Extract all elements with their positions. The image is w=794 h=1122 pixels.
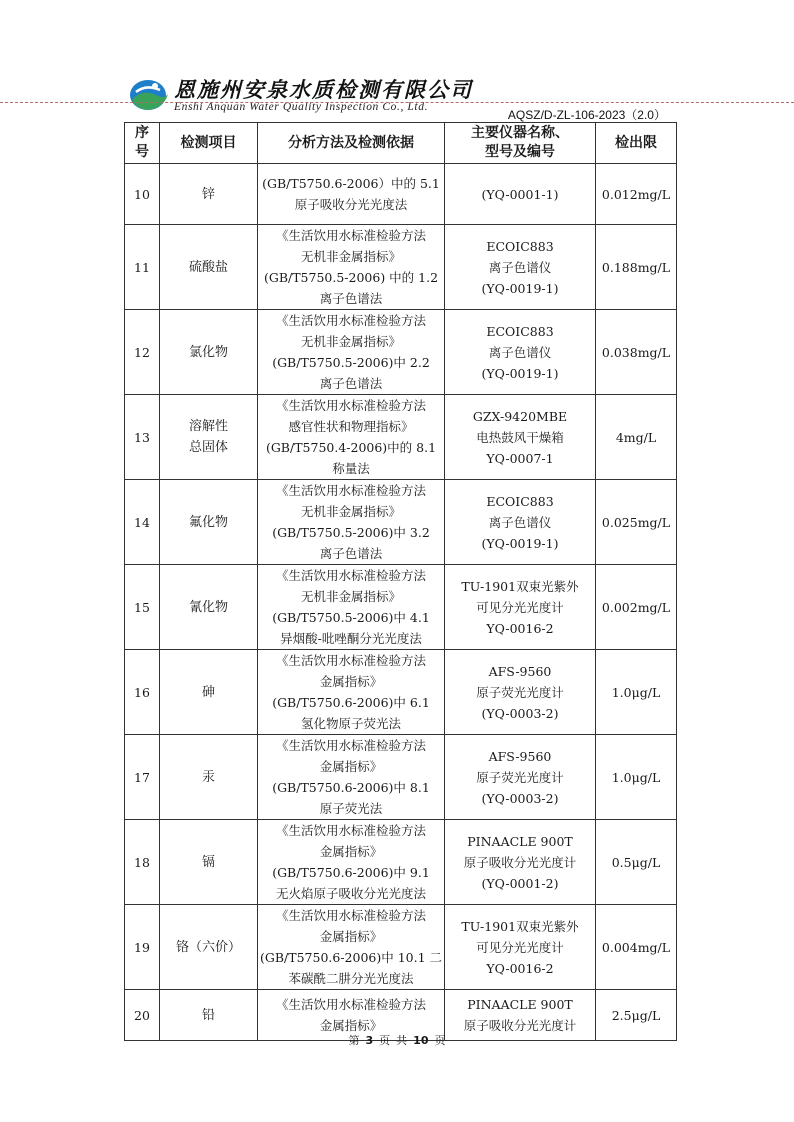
table-row: [125, 650, 677, 735]
detection-limit-cell: 4mg/L: [596, 395, 677, 480]
header-serial-no: [125, 123, 160, 164]
method-line: 《生活饮用水标准检验方法: [275, 313, 426, 328]
method-line: (GB/T5750.6-2006)中 8.1: [272, 780, 430, 795]
footer-page-number: 3: [365, 1034, 374, 1047]
method-line: (GB/T5750.5-2006)中 2.2: [272, 355, 430, 370]
test-item-line: 锌: [201, 186, 215, 202]
instrument-line: 原子荧光光度计: [476, 769, 564, 785]
company-name-en: Enshi Anquan Water Quality Inspection Co., Ltd.: [174, 101, 429, 113]
method-line: 《生活饮用水标准检验方法: [275, 997, 426, 1012]
method-line: 《生活饮用水标准检验方法: [275, 398, 426, 413]
table-row: [125, 565, 677, 650]
detection-limit-cell: 0.012mg/L: [596, 164, 677, 225]
method-line: 金属指标》: [319, 674, 383, 689]
method-cell: [258, 650, 445, 735]
serial-number-cell: 18: [125, 820, 160, 905]
method-line: 异烟酸-吡唑酮分光光度法: [280, 631, 422, 646]
instrument-cell: [445, 480, 596, 565]
serial-number-cell: 15: [125, 565, 160, 650]
method-line: 无机非金属指标》: [300, 334, 401, 349]
footer-total-prefix: 共: [396, 1034, 408, 1047]
instrument-line: 离子色谱仪: [488, 514, 552, 530]
instrument-cell: [445, 310, 596, 395]
instrument-line: YQ-0016-2: [486, 960, 554, 976]
method-line: 金属指标》: [319, 844, 383, 859]
method-line: (GB/T5750.6-2006)中 9.1: [272, 865, 430, 880]
header-divider: [0, 102, 794, 103]
method-cell: [258, 820, 445, 905]
method-line: 金属指标》: [319, 759, 383, 774]
table-row: [125, 395, 677, 480]
method-line: (GB/T5750.5-2006)中 4.1: [272, 610, 430, 625]
method-line: 无机非金属指标》: [300, 589, 401, 604]
method-cell: [258, 225, 445, 310]
instrument-cell: [445, 565, 596, 650]
serial-number-cell: 12: [125, 310, 160, 395]
test-item-line: 硫酸盐: [188, 259, 228, 275]
method-line: 原子荧光法: [319, 801, 383, 816]
instrument-line: (YQ-0019-1): [481, 365, 559, 381]
detection-limit-cell: 0.5μg/L: [596, 820, 677, 905]
method-cell: [258, 395, 445, 480]
test-item-line: 镉: [201, 854, 215, 870]
detection-limit-cell: 0.038mg/L: [596, 310, 677, 395]
serial-number-cell: 13: [125, 395, 160, 480]
page-footer: [0, 1032, 794, 1048]
table-body: [125, 164, 677, 1041]
instrument-line: ECOIC883: [486, 493, 554, 509]
method-line: 金属指标》: [319, 1018, 383, 1033]
instrument-line: PINAACLE 900T: [467, 833, 573, 849]
instrument-line: PINAACLE 900T: [467, 997, 573, 1012]
instrument-line: 原子吸收分光光度计: [463, 854, 577, 870]
method-cell: [258, 310, 445, 395]
instrument-line: (YQ-0003-2): [481, 705, 559, 721]
instrument-line: GZX-9420MBE: [472, 408, 568, 424]
detection-limit-cell: 1.0μg/L: [596, 650, 677, 735]
detection-limit-cell: 2.5μg/L: [596, 990, 677, 1041]
table-row: [125, 905, 677, 990]
method-line: 称量法: [332, 461, 370, 476]
method-line: 《生活饮用水标准检验方法: [275, 908, 426, 923]
method-line: (GB/T5750.6-2006)中 10.1 二: [259, 950, 443, 965]
method-line: 原子吸收分光光度法: [294, 197, 408, 212]
method-line: 苯碳酰二肼分光光度法: [288, 971, 414, 986]
instrument-line: YQ-0007-1: [486, 450, 554, 466]
instrument-line: AFS-9560: [488, 748, 552, 764]
serial-number-cell: 10: [125, 164, 160, 225]
test-item-line: 氯化物: [188, 344, 228, 360]
test-item-cell: [160, 650, 258, 735]
test-item-cell: [160, 905, 258, 990]
serial-number-cell: 20: [125, 990, 160, 1041]
method-line: 氢化物原子荧光法: [300, 716, 401, 731]
detection-limit-cell: 1.0μg/L: [596, 735, 677, 820]
method-line: 无机非金属指标》: [300, 249, 401, 264]
instrument-line: AFS-9560: [488, 663, 552, 679]
instrument-line: 原子吸收分光光度计: [463, 1018, 577, 1033]
method-line: 《生活饮用水标准检验方法: [275, 738, 426, 753]
table-header-row: [125, 123, 677, 164]
footer-page-unit: 页: [379, 1034, 391, 1047]
detection-limit-cell: 0.025mg/L: [596, 480, 677, 565]
test-item-cell: [160, 480, 258, 565]
instrument-cell: [445, 650, 596, 735]
test-item-line: 砷: [201, 684, 215, 700]
instrument-line: ECOIC883: [486, 238, 554, 254]
test-item-cell: [160, 164, 258, 225]
instrument-cell: [445, 164, 596, 225]
method-line: 离子色谱法: [319, 291, 383, 306]
method-line: (GB/T5750.6-2006)中 6.1: [272, 695, 430, 710]
table-row: [125, 820, 677, 905]
method-line: 《生活饮用水标准检验方法: [275, 483, 426, 498]
method-line: 离子色谱法: [319, 376, 383, 391]
header-method: 分析方法及检测依据: [258, 123, 445, 164]
footer-total-pages: 10: [413, 1034, 429, 1047]
serial-number-cell: 17: [125, 735, 160, 820]
method-line: 无火焰原子吸收分光光度法: [275, 886, 426, 901]
instrument-line: 电热鼓风干燥箱: [476, 429, 564, 445]
instrument-line: (YQ-0019-1): [481, 535, 559, 551]
table-row: [125, 310, 677, 395]
detection-limit-cell: 0.004mg/L: [596, 905, 677, 990]
water-drop-logo-icon: [128, 76, 170, 112]
table-row: [125, 735, 677, 820]
method-line: 离子色谱法: [319, 546, 383, 561]
header-instrument-line-1: 主要仪器名称、: [471, 125, 569, 141]
table-row: [125, 164, 677, 225]
instrument-cell: [445, 820, 596, 905]
method-cell: [258, 905, 445, 990]
method-line: 无机非金属指标》: [300, 504, 401, 519]
method-cell: [258, 480, 445, 565]
test-item-line: 溶解性: [188, 419, 228, 434]
method-line: (GB/T5750.4-2006)中的 8.1: [265, 440, 437, 455]
instrument-line: (YQ-0001-2): [481, 875, 559, 891]
test-item-line: 铬（六价）: [175, 939, 241, 955]
instrument-line: TU-1901双束光紫外: [461, 918, 579, 934]
test-item-cell: [160, 225, 258, 310]
method-line: (GB/T5750.5-2006) 中的 1.2: [263, 270, 439, 285]
test-item-line: 氟化物: [188, 514, 228, 530]
instrument-line: 离子色谱仪: [488, 344, 552, 360]
document-code: AQSZ/D-ZL-106-2023（2.0）: [507, 108, 666, 122]
instrument-line: TU-1901双束光紫外: [461, 578, 579, 594]
instrument-line: 可见分光光度计: [476, 939, 564, 955]
table-row: [125, 225, 677, 310]
test-item-line: 铅: [201, 1007, 215, 1023]
method-line: 金属指标》: [319, 929, 383, 944]
test-item-line: 氰化物: [188, 599, 228, 615]
method-cell: [258, 735, 445, 820]
company-name-cn: 恩施州安泉水质检测有限公司: [174, 78, 473, 102]
method-line: 感官性状和物理指标》: [288, 419, 414, 434]
method-line: 《生活饮用水标准检验方法: [275, 653, 426, 668]
header-test-item: 检测项目: [160, 123, 258, 164]
detection-limit-cell: 0.188mg/L: [596, 225, 677, 310]
serial-number-cell: 16: [125, 650, 160, 735]
instrument-cell: [445, 905, 596, 990]
serial-number-cell: 19: [125, 905, 160, 990]
test-item-cell: [160, 565, 258, 650]
instrument-cell: [445, 735, 596, 820]
header-instrument: [445, 123, 596, 164]
method-line: (GB/T5750.5-2006)中 3.2: [272, 525, 430, 540]
header-serial-line-1: 序: [135, 125, 149, 141]
footer-prefix: 第: [348, 1034, 360, 1047]
serial-number-cell: 11: [125, 225, 160, 310]
header-instrument-line-2: 型号及编号: [485, 144, 555, 160]
method-cell: [258, 565, 445, 650]
instrument-line: (YQ-0019-1): [481, 280, 559, 296]
instrument-line: (YQ-0003-2): [481, 790, 559, 806]
serial-number-cell: 14: [125, 480, 160, 565]
method-line: (GB/T5750.6-2006）中的 5.1: [262, 176, 440, 191]
test-method-table: [124, 122, 677, 1041]
instrument-line: YQ-0016-2: [486, 620, 554, 636]
method-line: 《生活饮用水标准检验方法: [275, 228, 426, 243]
test-item-line: 汞: [201, 769, 215, 785]
detection-limit-cell: 0.002mg/L: [596, 565, 677, 650]
instrument-cell: [445, 395, 596, 480]
header-serial-line-2: 号: [135, 144, 149, 160]
footer-total-unit: 页: [434, 1034, 446, 1047]
table-row: [125, 480, 677, 565]
instrument-line: 可见分光光度计: [476, 599, 564, 615]
instrument-line: ECOIC883: [486, 323, 554, 339]
header-detection-limit: 检出限: [596, 123, 677, 164]
instrument-line: 原子荧光光度计: [476, 684, 564, 700]
test-item-cell: [160, 735, 258, 820]
test-item-cell: [160, 395, 258, 480]
method-cell: [258, 164, 445, 225]
instrument-line: 离子色谱仪: [488, 259, 552, 275]
instrument-line: (YQ-0001-1): [481, 186, 559, 202]
method-line: 《生活饮用水标准检验方法: [275, 823, 426, 838]
test-item-cell: [160, 820, 258, 905]
instrument-cell: [445, 225, 596, 310]
test-item-line: 总固体: [188, 440, 228, 455]
test-item-cell: [160, 310, 258, 395]
method-line: 《生活饮用水标准检验方法: [275, 568, 426, 583]
